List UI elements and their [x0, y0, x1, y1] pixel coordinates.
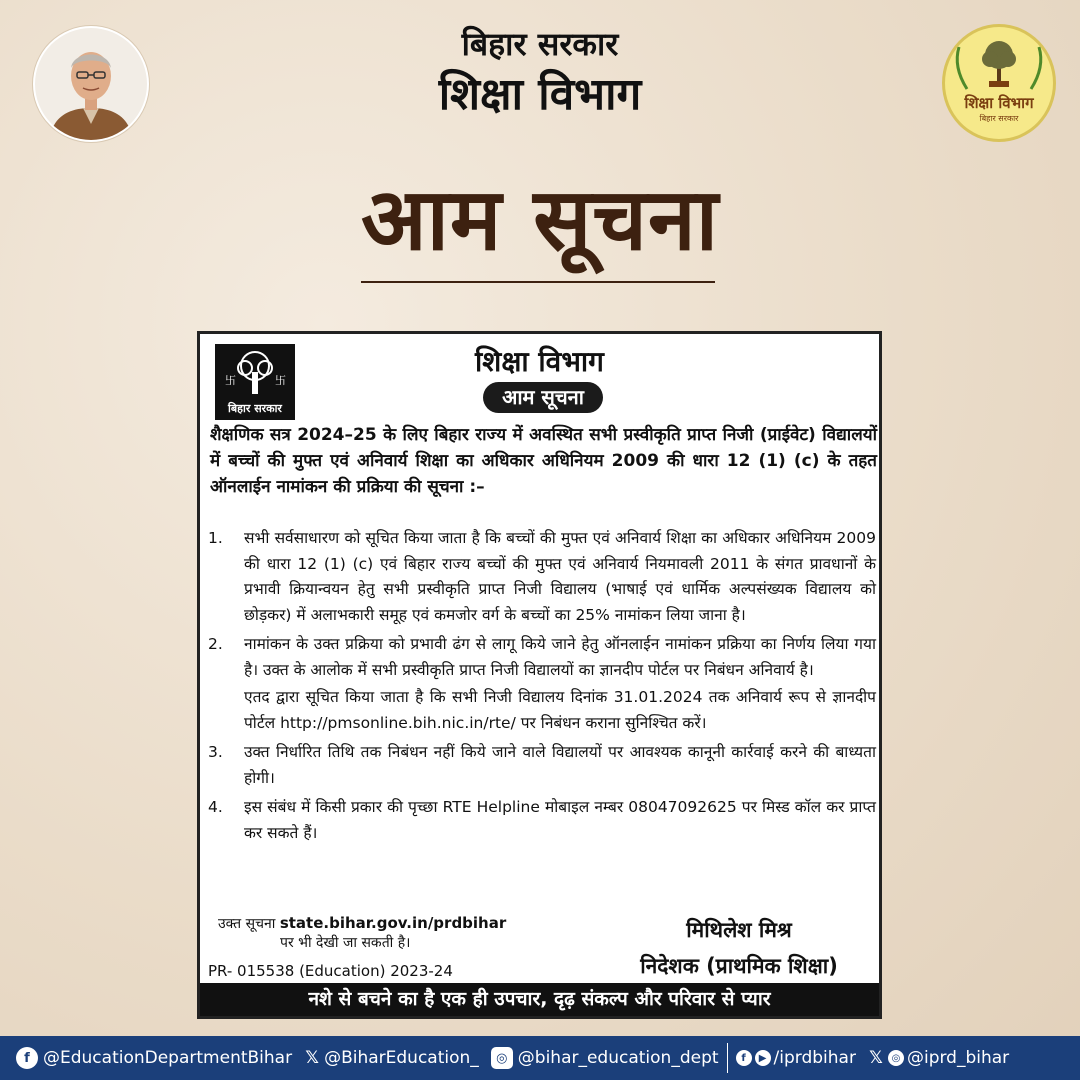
list-item-text: इस संबंध में किसी प्रकार की पृच्छा RTE Helpline मोबाइल नम्बर 08047092625 पर मिस्ड कॉल कर प्राप्त कर सकते हैं।	[244, 798, 876, 842]
emblem-subtitle: बिहार सरकार	[979, 114, 1019, 123]
list-item-number: 2.	[208, 635, 223, 653]
list-item-text: उक्त निर्धारित तिथि तक निबंधन नहीं किये जाने वाले विद्यालयों पर आवश्यक कानूनी कार्रवाई करने की बाध्यता होगी।	[244, 743, 876, 787]
signatory-name: मिथिलेश मिश्र	[686, 918, 792, 942]
footer-divider	[727, 1043, 728, 1073]
list-item	[208, 740, 876, 791]
list-item-number: 1.	[208, 529, 223, 547]
facebook-icon: f	[16, 1047, 38, 1069]
list-item	[208, 795, 876, 846]
pr-number: PR- 015538 (Education) 2023-24	[208, 962, 453, 980]
list-item	[208, 632, 876, 736]
website-note-prefix: उक्त सूचना	[218, 916, 276, 932]
svg-text:卐: 卐	[225, 374, 236, 387]
instagram-icon: ◎	[888, 1050, 904, 1066]
website-note	[218, 914, 506, 952]
iprd-facebook-youtube-handle[interactable]	[736, 1048, 856, 1068]
list-item-text: नामांकन के उक्त प्रक्रिया को प्रभावी ढंग से लागू किये जाने हेतु ऑनलाईन नामांकन प्रक्रिया का निर्णय लिया गया है। उक्त के आलोक में सभी प्रस्वीकृति प्राप्त निजी विद्यालयों का ज्ञानदीप पोर्टल पर निबंधन अनिवार्य है।	[244, 635, 876, 679]
list-item-number: 3.	[208, 743, 223, 761]
iprd-handle-text: /iprdbihar	[773, 1048, 856, 1068]
facebook-handle[interactable]	[16, 1047, 292, 1069]
svg-text:卐: 卐	[275, 374, 286, 387]
notice-badge: आम सूचना	[483, 382, 603, 413]
notice-panel	[197, 331, 882, 1019]
x-icon: 𝕏	[305, 1048, 319, 1068]
header-line-shiksha-vibhag: शिक्षा विभाग	[438, 69, 642, 120]
social-footer	[0, 1036, 1080, 1080]
seal-label: बिहार सरकार	[228, 402, 282, 415]
facebook-icon: f	[736, 1050, 752, 1066]
x-icon: 𝕏	[869, 1048, 883, 1068]
title-divider	[361, 281, 715, 283]
facebook-handle-text: @EducationDepartmentBihar	[43, 1048, 293, 1068]
page-title: आम सूचना	[360, 170, 719, 270]
header-line-bihar-sarkar: बिहार सरकार	[461, 25, 619, 63]
education-department-emblem	[942, 24, 1056, 142]
instagram-handle-text: @bihar_education_dept	[517, 1048, 719, 1068]
anti-drug-slogan-banner: नशे से बचने का है एक ही उपचार, दृढ़ संकल्प और परिवार से प्यार	[200, 983, 879, 1016]
notice-list	[208, 526, 876, 850]
x-handle[interactable]	[304, 1047, 479, 1069]
signatory	[609, 916, 869, 980]
list-item-text-continued: एतद द्वारा सूचित किया जाता है कि सभी निजी विद्यालय दिनांक 31.01.2024 तक अनिवार्य रूप से ज्ञानदीप पोर्टल http://pmsonline.bih.nic.in/rte/ पर निबंधन कराना सुनिश्चित करें।	[244, 688, 876, 732]
youtube-icon: ▶	[755, 1050, 771, 1066]
iprd-x-instagram-handle[interactable]	[868, 1047, 1009, 1069]
notice-intro: शैक्षणिक सत्र 2024–25 के लिए बिहार राज्य में अवस्थित सभी प्रस्वीकृति प्राप्त निजी (प्राईवेट) विद्यालयों में बच्चों की मुफ्त एवं अनिवार्य शिक्षा का अधिकार अधिनियम 2009 की धारा 12 (1) (c) के तहत ऑनलाईन नामांकन की प्रक्रिया की सूचना :–	[210, 425, 877, 497]
iprd-handle-text-2: @iprd_bihar	[906, 1048, 1010, 1068]
list-item-text: सभी सर्वसाधारण को सूचित किया जाता है कि बच्चों की मुफ्त एवं अनिवार्य शिक्षा का अधिकार अधिनियम 2009 की धारा 12 (1) (c) एवं बिहार राज्य बच्चों की मुफ्त एवं अनिवार्य नियमावली 2011 के संगत प्रावधानों के प्रभावी क्रियान्वयन हेतु सभी प्रस्वीकृति प्राप्त निजी विद्यालय (भाषाई एवं धार्मिक अल्पसंख्यक विद्यालय को छोड़कर) में अलाभकारी समूह एवं कमजोर वर्ग के बच्चों का 25% नामांकन लिया जाना है।	[244, 529, 876, 624]
x-handle-text: @BiharEducation_	[324, 1048, 479, 1068]
instagram-icon: ◎	[491, 1047, 513, 1069]
notice-title: शिक्षा विभाग	[475, 345, 604, 378]
list-item-number: 4.	[208, 798, 223, 816]
emblem-title: शिक्षा विभाग	[964, 94, 1034, 112]
signatory-designation: निदेशक (प्राथमिक शिक्षा)	[640, 954, 838, 978]
list-item	[208, 526, 876, 628]
website-note-suffix: पर भी देखी जा सकती है।	[280, 935, 411, 951]
instagram-handle[interactable]	[491, 1047, 719, 1069]
website-link[interactable]: state.bihar.gov.in/prdbihar	[279, 914, 507, 932]
